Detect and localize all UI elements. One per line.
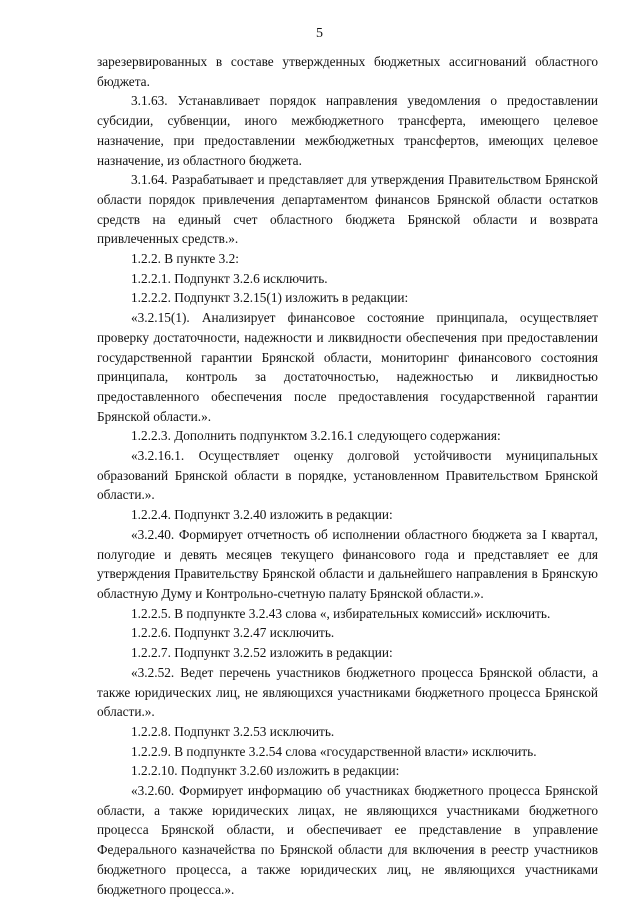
paragraph: «3.2.15(1). Анализирует финансовое состояние принципала, осуществляет проверку достаточности, надежности и ликвидности обеспечения при предоставлении государственной гарантии Брянской области, мониторинг финансового состояния принципала, контроль за достаточностью, надежностью и ликвидностью предоставленного обеспечения после предоставления государственной гарантии Брянской области.».: [97, 310, 598, 424]
paragraph: 1.2.2.6. Подпункт 3.2.47 исключить.: [131, 625, 335, 641]
paragraph: зарезервированных в составе утвержденных бюджетных ассигнований областного бюджета.: [97, 54, 598, 89]
paragraph: 1.2.2.8. Подпункт 3.2.53 исключить.: [131, 723, 335, 739]
paragraph: 1.2.2.10. Подпункт 3.2.60 изложить в редакции:: [131, 763, 400, 779]
paragraph: 3.1.64. Разрабатывает и представляет для утверждения Правительством Брянской области порядок привлечения департаментом финансов Брянской области остатков средств на единый счет областного бюджета Брянской области и возврата привлеченных средств.».: [97, 172, 598, 247]
paragraph: 3.1.63. Устанавливает порядок направления уведомления о предоставлении субсидии, субвенции, иного межбюджетного трансферта, имеющего целевое назначение, при предоставлении межбюджетных трансфертов, имеющих целевое назначение, из областного бюджета.: [97, 93, 598, 168]
paragraph: 1.2.2.4. Подпункт 3.2.40 изложить в редакции:: [131, 507, 393, 523]
paragraph: «3.2.40. Формирует отчетность об исполнении областного бюджета за I квартал, полугодие и девять месяцев текущего финансового года и представляет ее для утверждения Правительству Брянской области и дальнейшего направления в Брянскую областную Думу и Контрольно-счетную палату Брянской области.».: [97, 526, 598, 601]
paragraph: 1.2.2.7. Подпункт 3.2.52 изложить в редакции:: [131, 645, 393, 661]
paragraph: 1.2.2.3. Дополнить подпунктом 3.2.16.1 следующего содержания:: [131, 428, 501, 444]
paragraph: 1.2.2.2. Подпункт 3.2.15(1) изложить в редакции:: [131, 290, 409, 306]
paragraph: «3.2.60. Формирует информацию об участниках бюджетного процесса Брянской области, а также юридических лицах, не являющихся участниками бюджетного процесса Брянской области, и обеспечивает ее представление в управление Федерального казначейства по Брянской области для включения в реестр участников бюджетного процесса, а также юридических лиц, не являющихся участниками бюджетного процесса.».: [97, 783, 598, 897]
paragraph: 1.2.2.1. Подпункт 3.2.6 исключить.: [131, 270, 328, 286]
paragraph: «3.2.16.1. Осуществляет оценку долговой устойчивости муниципальных образований Брянской области в порядке, установленном Правительством Брянской области.».: [97, 448, 598, 503]
document-body: [97, 52, 598, 899]
paragraph: 1.2.2.9. В подпункте 3.2.54 слова «государственной власти» исключить.: [131, 743, 537, 759]
page-number: 5: [316, 26, 323, 41]
paragraph: 1.2.2. В пункте 3.2:: [131, 251, 239, 267]
paragraph: 1.2.2.5. В подпункте 3.2.43 слова «, избирательных комиссий» исключить.: [131, 605, 551, 621]
paragraph: «3.2.52. Ведет перечень участников бюджетного процесса Брянской области, а также юридических лиц, не являющихся участниками бюджетного процесса Брянской области.».: [97, 664, 598, 720]
